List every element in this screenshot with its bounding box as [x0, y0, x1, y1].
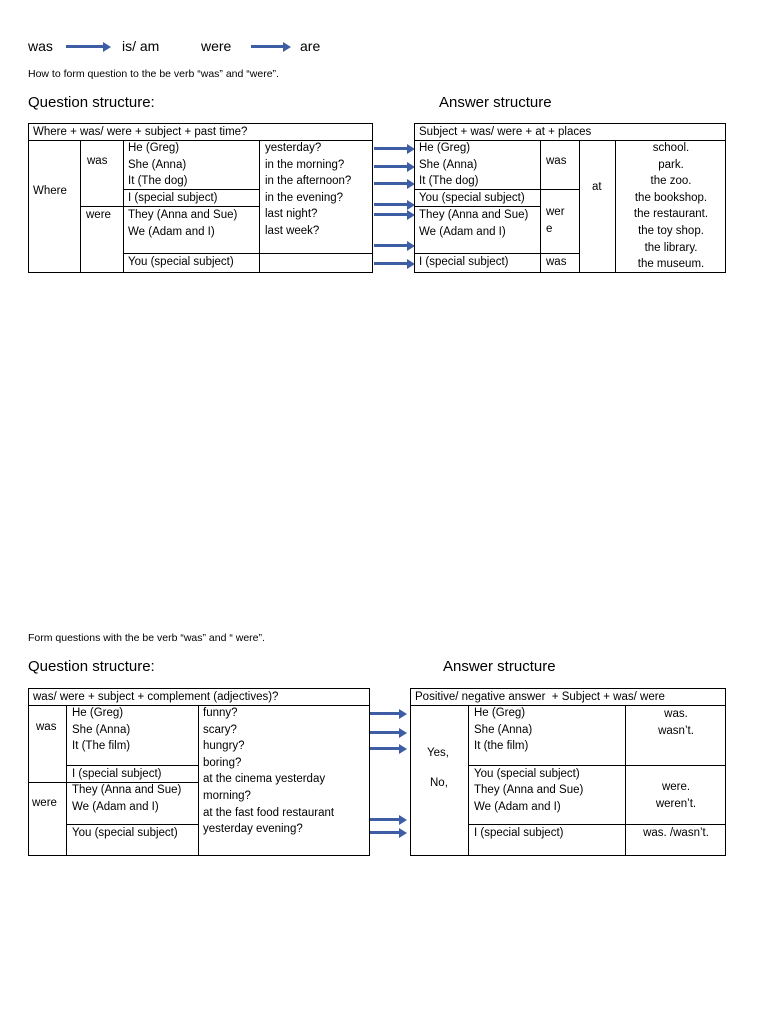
word-were: were	[201, 38, 232, 54]
answer-header: Subject + was/ were + at + places	[419, 126, 592, 138]
places-list: school. park. the zoo. the bookshop. the restaurant. the toy shop. the library. the museum.	[633, 142, 709, 271]
answer-structure-title: Answer structure	[439, 94, 552, 111]
subjects-was-2: He (Greg) She (Anna) It (The film)	[72, 707, 131, 753]
yes-label: Yes,	[427, 747, 449, 759]
question-header: Where + was/ were + subject + past time?	[33, 126, 248, 138]
answer-header-2: Positive/ negative answer + Subject + was/ were	[415, 691, 665, 703]
was-label-2: was	[36, 721, 57, 733]
answer-special-you: You (special subject)	[419, 192, 525, 204]
arrow-right-icon	[370, 731, 400, 734]
question-structure-title-2: Question structure:	[28, 658, 155, 675]
answer-was-wasnt-2: was. /wasn’t.	[643, 827, 709, 839]
subjects-were-2: They (Anna and Sue) We (Adam and I)	[72, 784, 182, 813]
answer-subjects-were-2: They (Anna and Sue) We (Adam and I)	[474, 784, 584, 813]
arrow-right-icon	[374, 213, 408, 216]
special-subject-you: You (special subject)	[128, 256, 234, 268]
at-label: at	[592, 181, 602, 193]
subjects-was: He (Greg) She (Anna) It (The dog)	[128, 142, 188, 188]
answer-special-i-2: I (special subject)	[474, 827, 564, 839]
arrow-right-icon	[374, 182, 408, 185]
question-header-2: was/ were + subject + complement (adjectives)?	[33, 691, 279, 703]
answer-subjects-was-2: He (Greg) She (Anna) It (the film)	[474, 707, 533, 753]
arrow-right-icon	[370, 747, 400, 750]
answer-subjects-was: He (Greg) She (Anna) It (The dog)	[419, 142, 479, 188]
past-times: yesterday? in the morning? in the afternoon? in the evening? last night? last week?	[265, 142, 352, 237]
arrow-right-icon	[370, 712, 400, 715]
arrow-right-icon	[370, 831, 400, 834]
complements-list: funny? scary? hungry? boring? at the cinema yesterday morning? at the fast food restaurant yesterday evening?	[203, 707, 335, 836]
intro-text: How to form question to the be verb “was” and “were”.	[28, 68, 279, 80]
were-label-2: were	[32, 797, 57, 809]
arrow-right-icon	[374, 244, 408, 247]
answer-subjects-were: They (Anna and Sue) We (Adam and I)	[419, 209, 529, 238]
word-was: was	[28, 38, 53, 54]
word-are: are	[300, 38, 321, 54]
answer-special-you-2: You (special subject)	[474, 768, 580, 780]
answer-special-i: I (special subject)	[419, 256, 509, 268]
arrow-right-icon	[251, 45, 284, 48]
answer-was-wasnt: was. wasn’t.	[658, 708, 694, 737]
where-label: Where	[33, 185, 67, 197]
answer-was-2: was	[546, 256, 567, 268]
word-is-am: is/ am	[122, 38, 160, 54]
special-subject-you-2: You (special subject)	[72, 827, 178, 839]
special-subject-i-2: I (special subject)	[72, 768, 162, 780]
arrow-right-icon	[66, 45, 104, 48]
was-label: was	[87, 155, 108, 167]
arrow-right-icon	[370, 818, 400, 821]
arrow-right-icon	[374, 203, 408, 206]
answer-were-werent: were. weren’t.	[655, 781, 697, 810]
no-label: No,	[430, 777, 448, 789]
subjects-were: They (Anna and Sue) We (Adam and I)	[128, 209, 238, 238]
arrow-right-icon	[374, 262, 408, 265]
arrow-right-icon	[374, 165, 408, 168]
were-label: were	[86, 209, 111, 221]
question-structure-title: Question structure:	[28, 94, 155, 111]
answer-structure-title-2: Answer structure	[443, 658, 556, 675]
answer-was: was	[546, 155, 567, 167]
intro-text-2: Form questions with the be verb “was” and “ were”.	[28, 632, 265, 644]
arrow-right-icon	[374, 147, 408, 150]
answer-were: wer e	[546, 206, 565, 235]
special-subject-i: I (special subject)	[128, 192, 218, 204]
